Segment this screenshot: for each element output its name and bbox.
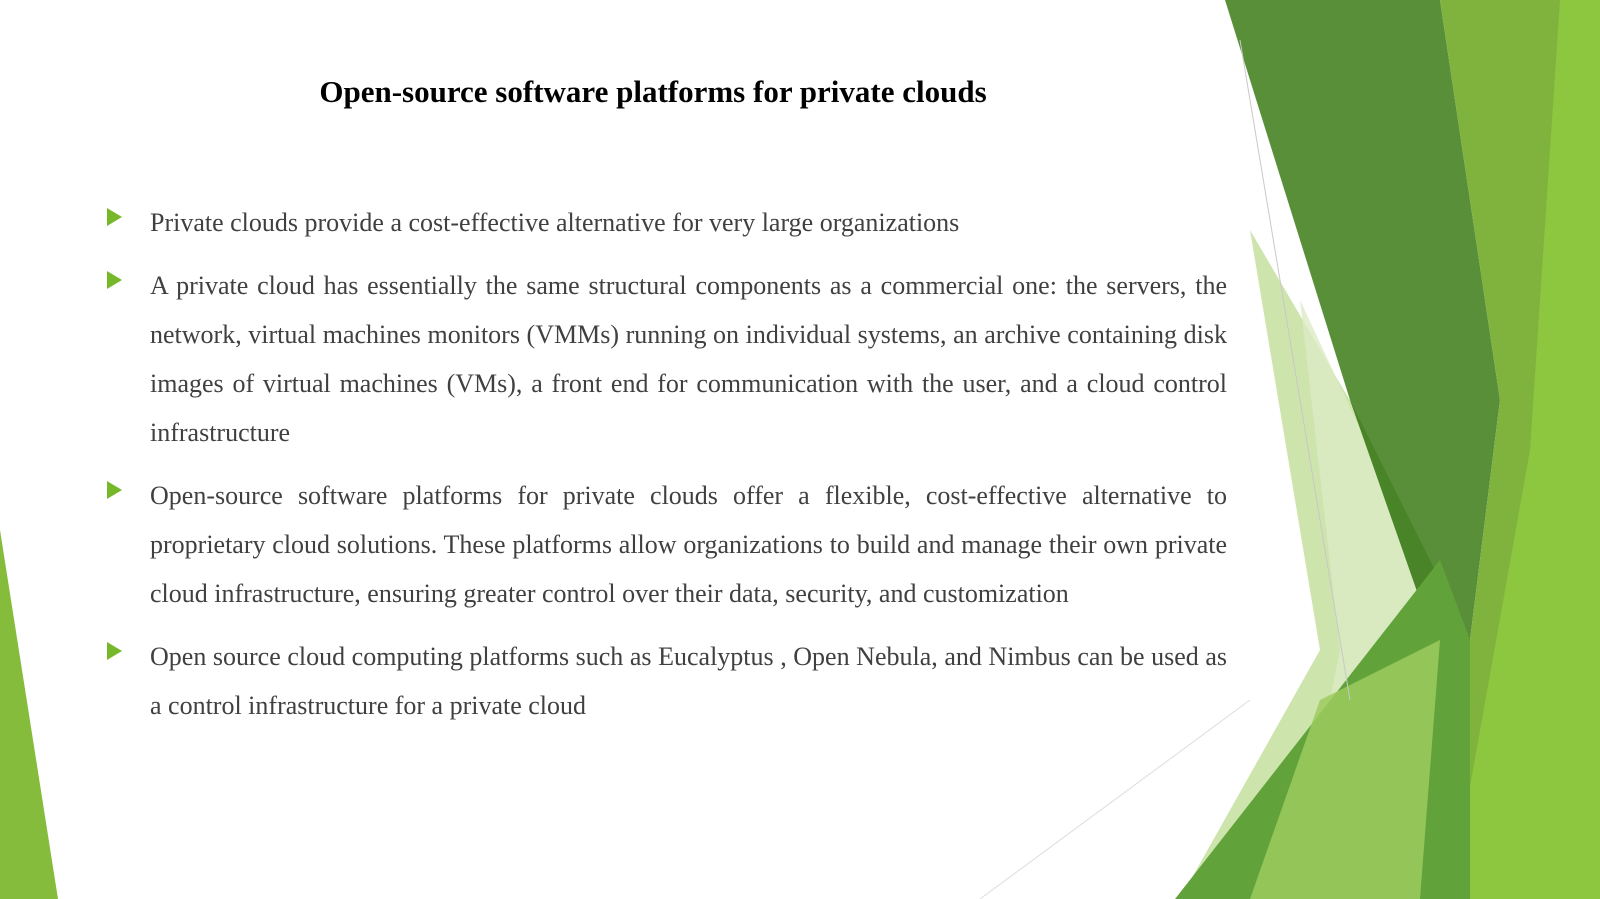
bullet-text: Open source cloud computing platforms such as Eucalyptus , Open Nebula, and Nimbus can be used as a control infrastructure for a private cloud — [150, 642, 1227, 720]
triangle-bullet-icon — [107, 208, 122, 226]
bullet-item — [105, 261, 1227, 457]
bullet-item — [105, 198, 1227, 247]
triangle-bullet-icon — [107, 642, 122, 660]
triangle-bullet-icon — [107, 271, 122, 289]
bullet-item — [105, 632, 1227, 730]
bullet-text: Open-source software platforms for private clouds offer a flexible, cost-effective alternative to proprietary cloud solutions. These platforms allow organizations to build and manage their own private cloud infrastructure, ensuring greater control over their data, security, and customization — [150, 481, 1227, 608]
left-green-sliver — [0, 530, 58, 899]
triangle-bullet-icon — [107, 481, 122, 499]
bullet-item — [105, 471, 1227, 618]
bullet-text: Private clouds provide a cost-effective alternative for very large organizations — [150, 208, 960, 237]
bullet-list — [105, 198, 1227, 744]
bullet-text: A private cloud has essentially the same structural components as a commercial one: the servers, the network, virtual machines monitors (VMMs) running on individual systems, an archive containing disk images of virtual machines (VMs), a front end for communication with the user, and a cloud control infrastructure — [150, 271, 1227, 447]
slide-title: Open-source software platforms for private clouds — [319, 74, 987, 109]
